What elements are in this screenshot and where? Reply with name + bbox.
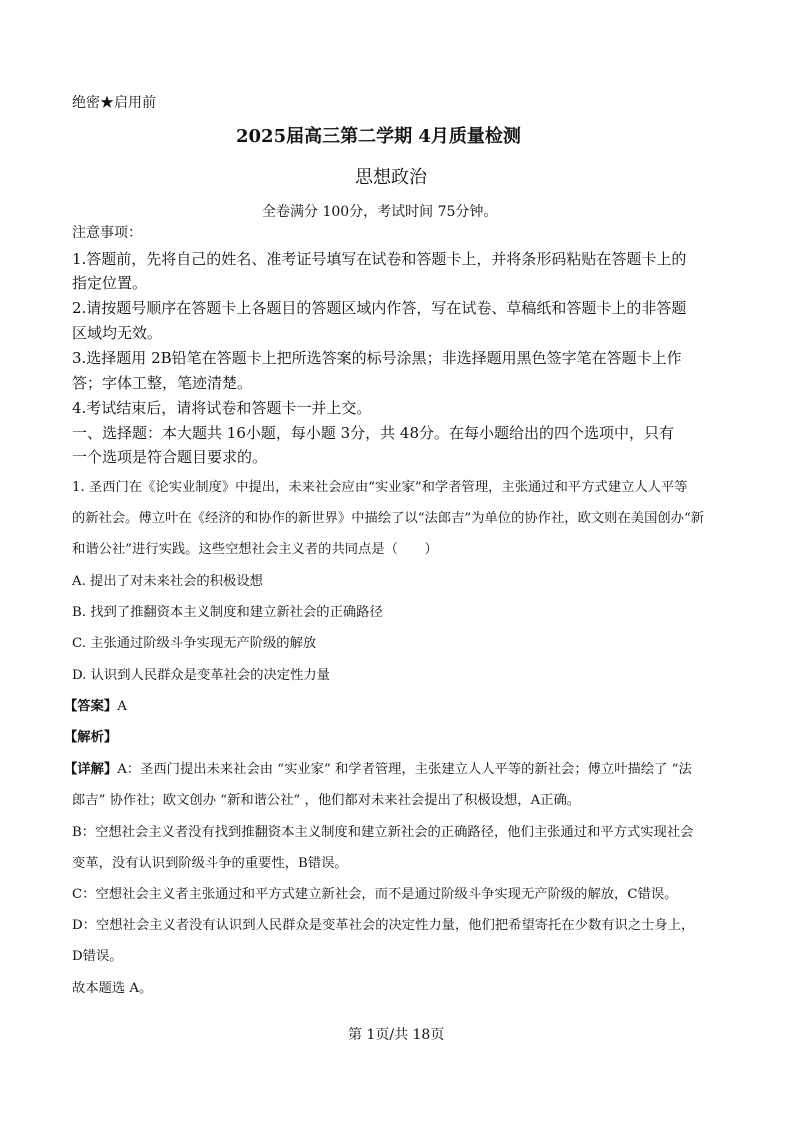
detail-text: A：圣西门提出未来社会由 “实业家” 和学者管理，主张建立人人平等的新社会；傅立叶描绘了 “法	[117, 762, 692, 777]
note-line: 区域均无效。	[72, 324, 163, 342]
notes-heading: 注意事项：	[72, 225, 142, 241]
note-line: 3.选择题用 2B铅笔在答题卡上把所选答案的标号涂黑；非选择题用黑色签字笔在答题卡上作	[72, 349, 682, 367]
page-number: 第 1页/共 18页	[348, 1027, 445, 1043]
detail-line	[64, 758, 692, 777]
question-stem: 1. 圣西门在《论实业制度》中提出，未来社会应由“实业家”和学者管理，主张通过和平方式建立人人平等	[72, 480, 688, 495]
note-line: 4.考试结束后，请将试卷和答题卡一并上交。	[72, 399, 372, 417]
note-line: 指定位置。	[72, 274, 148, 292]
detail-line: 郎吉” 协作社；欧文创办 “新和谐公社” ，他们都对未来社会提出了积极设想，A正确。	[72, 793, 581, 808]
option-d: D. 认识到人民群众是变革社会的决定性力量	[72, 668, 330, 683]
detail-label: 【详解】	[64, 762, 118, 777]
note-line: 2.请按题号顺序在答题卡上各题目的答题区域内作答，写在试卷、草稿纸和答题卡上的非答题	[72, 299, 687, 317]
subject-title: 思想政治	[355, 167, 427, 188]
detail-line: D：空想社会主义者没有认识到人民群众是变革社会的决定性力量，他们把希望寄托在少数有识之士身上，	[72, 918, 695, 933]
score-time: 全卷满分 100分，考试时间 75分钟。	[262, 204, 498, 220]
section-heading: 一、选择题：本大题共 16小题，每小题 3分，共 48分。在每小题给出的四个选项中，只有	[72, 424, 675, 442]
question-stem: 和谐公社”进行实践。这些空想社会主义者的共同点是（ ）	[72, 542, 438, 557]
detail-line: C：空想社会主义者主张通过和平方式建立新社会，而不是通过阶级斗争实现无产阶级的解放，C错误。	[72, 887, 678, 902]
analysis-label: 【解析】	[64, 730, 118, 745]
answer-line	[64, 695, 127, 714]
option-a: A. 提出了对未来社会的积极设想	[72, 574, 263, 589]
question-stem: 的新社会。傅立叶在《经济的和协作的新世界》中描绘了以“法郎吉”为单位的协作社，欧文则在美国创办“新	[72, 511, 705, 526]
detail-line: B：空想社会主义者没有找到推翻资本主义制度和建立新社会的正确路径，他们主张通过和平方式实现社会	[72, 825, 694, 840]
section-heading-cont: 一个选项是符合题目要求的。	[72, 448, 268, 466]
secret-mark: 绝密★启用前	[72, 95, 156, 111]
detail-line: 变革，没有认识到阶级斗争的重要性，B错误。	[72, 856, 348, 871]
option-c: C. 主张通过阶级斗争实现无产阶级的解放	[72, 636, 317, 651]
answer-value: A	[117, 699, 127, 714]
conclusion-line: 故本题选 A。	[72, 981, 153, 996]
option-b: B. 找到了推翻资本主义制度和建立新社会的正确路径	[72, 605, 383, 620]
answer-label: 【答案】	[64, 699, 118, 714]
detail-line: D错误。	[72, 949, 123, 964]
exam-title: 2025届高三第二学期 4月质量检测	[236, 126, 521, 147]
note-line: 1.答题前，先将自己的姓名、准考证号填写在试卷和答题卡上，并将条形码粘贴在答题卡上的	[72, 250, 687, 268]
note-line: 答；字体工整，笔迹清楚。	[72, 374, 253, 392]
